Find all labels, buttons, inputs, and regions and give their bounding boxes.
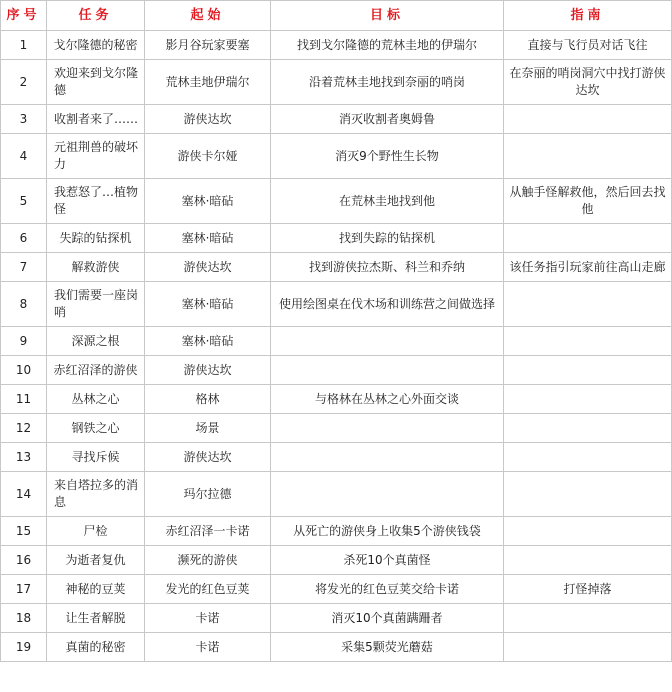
row-start: 塞林·暗砧	[145, 224, 271, 253]
row-goal	[271, 414, 504, 443]
table-row	[1, 472, 672, 517]
header-num: 序号	[1, 1, 47, 31]
row-guide: 从触手怪解救他，然后回去找他	[504, 179, 672, 224]
row-num: 11	[1, 385, 47, 414]
table-row	[1, 224, 672, 253]
row-num: 13	[1, 443, 47, 472]
row-num: 3	[1, 105, 47, 134]
row-task: 尸检	[47, 517, 145, 546]
row-goal: 沿着荒林圭地找到奈丽的哨岗	[271, 60, 504, 105]
row-goal	[271, 443, 504, 472]
row-start: 塞林·暗砧	[145, 282, 271, 327]
row-num: 7	[1, 253, 47, 282]
row-task: 欢迎来到戈尔隆德	[47, 60, 145, 105]
header-goal: 目标	[271, 1, 504, 31]
row-guide	[504, 414, 672, 443]
table-row	[1, 60, 672, 105]
row-task: 丛林之心	[47, 385, 145, 414]
table-row	[1, 443, 672, 472]
row-num: 5	[1, 179, 47, 224]
table-row	[1, 253, 672, 282]
row-start: 游侠卡尔娅	[145, 134, 271, 179]
row-goal: 消灭10个真菌蹒跚者	[271, 604, 504, 633]
row-guide	[504, 282, 672, 327]
row-goal: 杀死10个真菌怪	[271, 546, 504, 575]
row-task: 赤红沼泽的游侠	[47, 356, 145, 385]
row-guide	[504, 633, 672, 662]
row-start: 卡诺	[145, 604, 271, 633]
row-start: 游侠达坎	[145, 105, 271, 134]
table-row	[1, 517, 672, 546]
row-goal: 消灭9个野性生长物	[271, 134, 504, 179]
row-start: 影月谷玩家要塞	[145, 31, 271, 60]
row-goal: 使用绘图桌在伐木场和训练营之间做选择	[271, 282, 504, 327]
row-task: 戈尔隆德的秘密	[47, 31, 145, 60]
row-num: 6	[1, 224, 47, 253]
table-row	[1, 604, 672, 633]
row-start: 格林	[145, 385, 271, 414]
table-row	[1, 282, 672, 327]
row-guide	[504, 472, 672, 517]
row-goal: 找到戈尔隆德的荒林圭地的伊瑞尔	[271, 31, 504, 60]
row-num: 9	[1, 327, 47, 356]
row-start: 塞林·暗砧	[145, 327, 271, 356]
row-task: 让生者解脱	[47, 604, 145, 633]
row-task: 我惹怒了…植物怪	[47, 179, 145, 224]
row-task: 失踪的钻探机	[47, 224, 145, 253]
row-task: 收割者来了……	[47, 105, 145, 134]
row-task: 元祖荆兽的破坏力	[47, 134, 145, 179]
row-guide	[504, 356, 672, 385]
row-num: 18	[1, 604, 47, 633]
table-row	[1, 546, 672, 575]
row-goal	[271, 356, 504, 385]
row-guide	[504, 327, 672, 356]
row-guide: 在奈丽的哨岗洞穴中找打游侠达坎	[504, 60, 672, 105]
row-goal	[271, 472, 504, 517]
table-row	[1, 385, 672, 414]
row-num: 2	[1, 60, 47, 105]
row-guide	[504, 105, 672, 134]
row-goal: 找到游侠拉杰斯、科兰和乔纳	[271, 253, 504, 282]
row-task: 真菌的秘密	[47, 633, 145, 662]
table-row	[1, 327, 672, 356]
row-start: 游侠达坎	[145, 356, 271, 385]
row-guide	[504, 385, 672, 414]
table-row	[1, 356, 672, 385]
table-row	[1, 31, 672, 60]
row-guide	[504, 604, 672, 633]
row-start: 濒死的游侠	[145, 546, 271, 575]
row-goal: 找到失踪的钻探机	[271, 224, 504, 253]
row-num: 15	[1, 517, 47, 546]
table-row	[1, 134, 672, 179]
row-start: 发光的红色豆荚	[145, 575, 271, 604]
row-guide	[504, 134, 672, 179]
header-task: 任务	[47, 1, 145, 31]
row-guide	[504, 546, 672, 575]
row-guide	[504, 443, 672, 472]
row-guide	[504, 517, 672, 546]
row-goal: 从死亡的游侠身上收集5个游侠钱袋	[271, 517, 504, 546]
row-guide	[504, 224, 672, 253]
row-start: 游侠达坎	[145, 253, 271, 282]
row-goal	[271, 327, 504, 356]
header-guide: 指南	[504, 1, 672, 31]
row-task: 寻找斥候	[47, 443, 145, 472]
row-start: 赤红沼泽一卡诺	[145, 517, 271, 546]
table-row	[1, 414, 672, 443]
row-num: 4	[1, 134, 47, 179]
row-task: 深源之根	[47, 327, 145, 356]
row-start: 玛尔拉德	[145, 472, 271, 517]
row-task: 钢铁之心	[47, 414, 145, 443]
row-start: 游侠达坎	[145, 443, 271, 472]
row-num: 1	[1, 31, 47, 60]
row-num: 19	[1, 633, 47, 662]
row-goal: 在荒林圭地找到他	[271, 179, 504, 224]
row-goal: 消灭收割者奥姆鲁	[271, 105, 504, 134]
row-start: 荒林圭地伊瑞尔	[145, 60, 271, 105]
row-guide: 打怪掉落	[504, 575, 672, 604]
row-start: 卡诺	[145, 633, 271, 662]
row-task: 来自塔拉多的消息	[47, 472, 145, 517]
table-row	[1, 633, 672, 662]
header-start: 起始	[145, 1, 271, 31]
header-row	[1, 1, 672, 31]
row-guide: 该任务指引玩家前往高山走廊	[504, 253, 672, 282]
row-task: 为逝者复仇	[47, 546, 145, 575]
row-num: 10	[1, 356, 47, 385]
row-num: 16	[1, 546, 47, 575]
row-start: 场景	[145, 414, 271, 443]
row-num: 17	[1, 575, 47, 604]
row-goal: 将发光的红色豆荚交给卡诺	[271, 575, 504, 604]
row-task: 我们需要一座岗哨	[47, 282, 145, 327]
row-start: 塞林·暗砧	[145, 179, 271, 224]
row-goal: 与格林在丛林之心外面交谈	[271, 385, 504, 414]
table-row	[1, 105, 672, 134]
table-row	[1, 179, 672, 224]
row-goal: 采集5颗荧光蘑菇	[271, 633, 504, 662]
row-num: 8	[1, 282, 47, 327]
row-task: 解救游侠	[47, 253, 145, 282]
row-num: 14	[1, 472, 47, 517]
row-task: 神秘的豆荚	[47, 575, 145, 604]
row-guide: 直接与飞行员对话飞往	[504, 31, 672, 60]
row-num: 12	[1, 414, 47, 443]
table-row	[1, 575, 672, 604]
